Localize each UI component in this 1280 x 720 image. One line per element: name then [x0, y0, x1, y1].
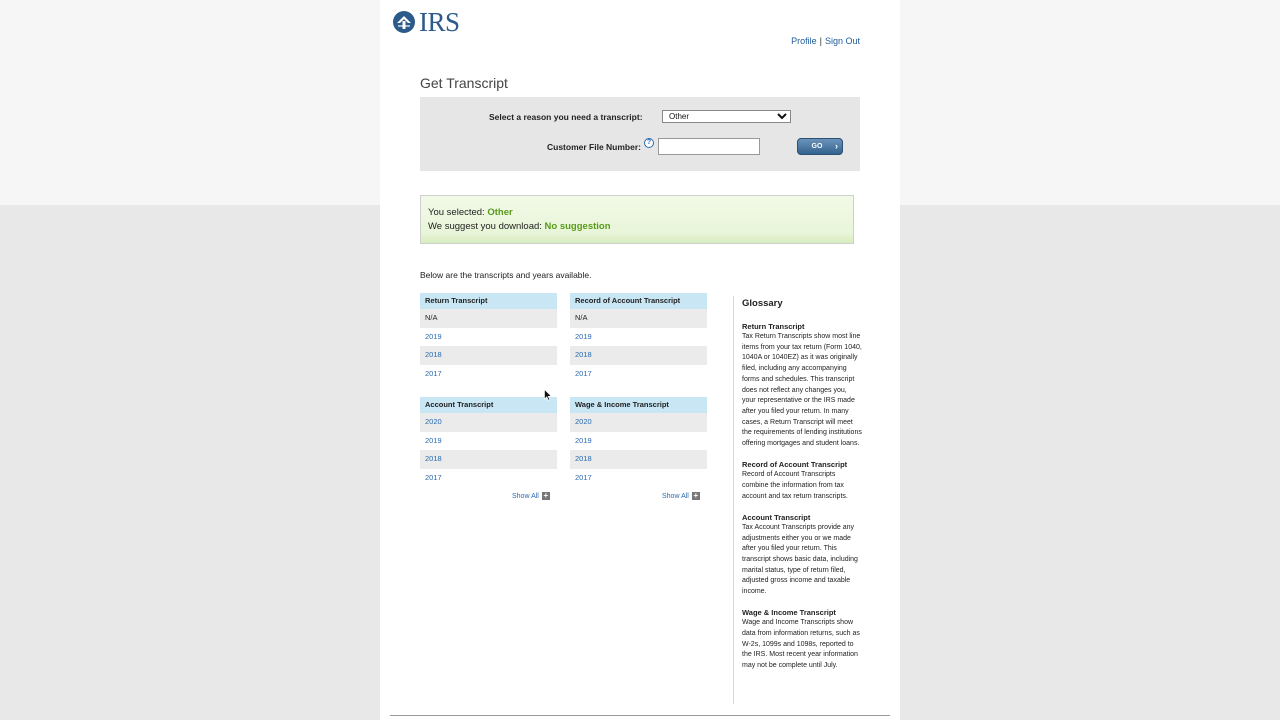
glossary-term: Record of Account Transcript: [742, 460, 848, 470]
suggest-prefix: We suggest you download:: [428, 221, 545, 232]
year-link[interactable]: 2019: [575, 435, 592, 445]
year-link[interactable]: 2018: [425, 454, 442, 464]
table-row: [420, 432, 557, 451]
reason-label: Select a reason you need a transcript:: [489, 112, 643, 122]
table-row: [570, 432, 707, 451]
selected-prefix: You selected:: [428, 207, 488, 218]
irs-eagle-icon: [392, 10, 416, 34]
table-row: [420, 413, 557, 432]
go-button-label: GO: [811, 143, 823, 150]
table-header: Return Transcript: [420, 293, 557, 309]
selected-line: [428, 206, 846, 220]
table-row: [420, 365, 557, 384]
sign-out-link[interactable]: Sign Out: [824, 36, 860, 46]
selected-value: Other: [487, 207, 513, 218]
available-text: Below are the transcripts and years available.: [420, 270, 592, 280]
glossary-definition: Tax Account Transcripts provide any adjustments either you or we made after you filed your return. This transcript shows basic data, including marital status, type of return filed, adjusted gross income and taxable income.: [742, 523, 858, 596]
page-title: Get Transcript: [420, 75, 508, 91]
account-show-all-link[interactable]: [512, 492, 550, 500]
year-link[interactable]: 2020: [425, 417, 442, 426]
table-row: [570, 413, 707, 432]
year-link[interactable]: 2017: [575, 473, 592, 483]
link-separator: |: [819, 36, 822, 46]
account-transcript-table: [420, 397, 557, 488]
table-header: Record of Account Transcript: [570, 293, 707, 309]
year-link[interactable]: 2018: [425, 350, 442, 360]
table-row: [570, 328, 707, 347]
table-row: [420, 469, 557, 488]
year-link[interactable]: 2019: [575, 331, 592, 341]
chevron-right-icon: ›: [835, 141, 838, 151]
wage-show-all-link[interactable]: [662, 492, 700, 500]
year-link[interactable]: 2017: [425, 473, 442, 483]
glossary-term: Wage & Income Transcript: [742, 608, 836, 618]
page-container: [380, 0, 900, 720]
glossary-definition: Wage and Income Transcripts show data from information returns, such as W-2s, 1099s and 1098s, reported to the IRS. Most recent year information may not be complete until July.: [742, 619, 860, 670]
mouse-cursor-icon: [544, 389, 552, 401]
show-all-label: Show All: [512, 492, 539, 500]
table-row: [570, 365, 707, 384]
customer-file-number-input[interactable]: [658, 138, 760, 155]
na-text: N/A: [425, 313, 438, 322]
year-link[interactable]: 2019: [425, 435, 442, 445]
table-row: [420, 309, 557, 328]
table-row: [570, 309, 707, 328]
logo-text: IRS: [419, 7, 460, 37]
glossary-term: Account Transcript: [742, 512, 811, 522]
table-header: Account Transcript: [420, 397, 557, 413]
show-all-label: Show All: [662, 492, 689, 500]
transcript-form: [420, 97, 860, 171]
reason-select[interactable]: [662, 110, 791, 123]
suggest-line: [428, 220, 846, 234]
profile-link[interactable]: Profile: [791, 36, 817, 46]
help-icon[interactable]: ?: [644, 138, 654, 148]
return-transcript-table: [420, 293, 557, 384]
year-link[interactable]: 2018: [575, 350, 592, 360]
table-row: [420, 328, 557, 347]
na-text: N/A: [575, 313, 588, 322]
table-row: [420, 450, 557, 469]
record-of-account-table: [570, 293, 707, 384]
glossary-title: Glossary: [742, 298, 783, 309]
year-link[interactable]: 2017: [575, 369, 592, 379]
table-row: [570, 469, 707, 488]
year-link[interactable]: 2017: [425, 369, 442, 379]
table-row: [570, 346, 707, 365]
customer-file-number-label: Customer File Number:: [547, 142, 641, 152]
suggest-value: No suggestion: [544, 221, 611, 232]
glossary-panel: [742, 298, 862, 682]
plus-icon: +: [543, 491, 549, 500]
year-link[interactable]: 2020: [575, 417, 592, 426]
go-button[interactable]: [797, 138, 843, 155]
account-links: [791, 36, 860, 46]
plus-icon: +: [693, 491, 699, 500]
glossary-definition: Tax Return Transcripts show most line items from your tax return (Form 1040, 1040A or 1040EZ) as it was originally filed, including any accompanying forms and schedules. This transcript does not reflect any changes you, your representative or the IRS made after you filed your return. In many cases, a Return Transcript will meet the requirements of lending institutions offering mortgages and student loans.: [742, 333, 862, 448]
wage-income-table: [570, 397, 707, 488]
footer-divider: [390, 715, 890, 716]
year-link[interactable]: 2018: [575, 454, 592, 464]
glossary-definition: Record of Account Transcripts combine the information from tax account and tax return transcripts.: [742, 471, 848, 500]
glossary-term: Return Transcript: [742, 322, 805, 331]
suggestion-box: [420, 195, 854, 244]
glossary-divider: [733, 296, 734, 704]
irs-logo[interactable]: [392, 9, 460, 35]
table-header: Wage & Income Transcript: [570, 397, 707, 413]
table-row: [420, 346, 557, 365]
table-row: [570, 450, 707, 469]
year-link[interactable]: 2019: [425, 331, 442, 341]
